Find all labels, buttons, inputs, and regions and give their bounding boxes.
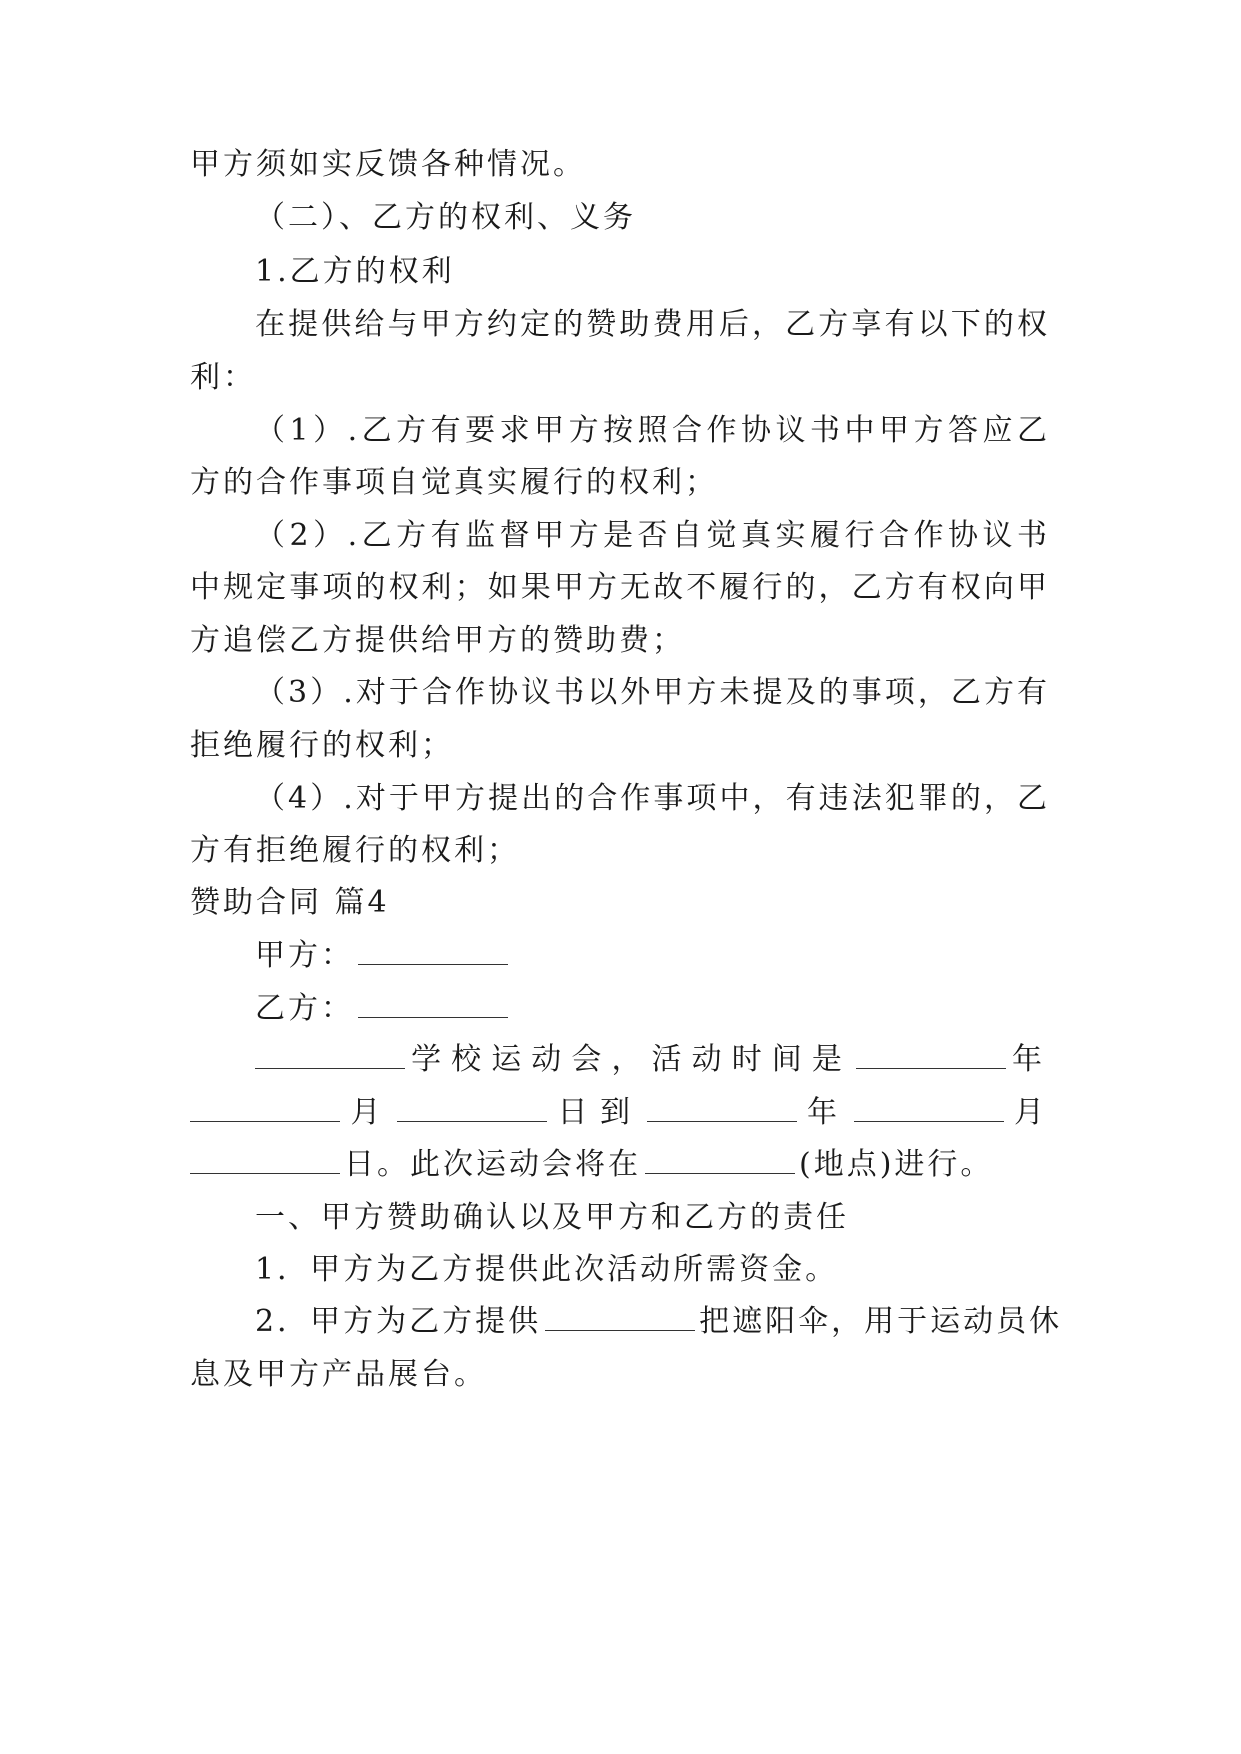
event-line-1	[255, 1040, 1050, 1080]
event-text: 学校运动会，活动时间是	[409, 1042, 852, 1077]
party-b-label: 乙方：	[255, 991, 354, 1026]
party-b-blank[interactable]	[358, 991, 508, 1018]
list-item-2: （2）.乙方有监督甲方是否自觉真实履行合作协议书	[255, 518, 1050, 553]
day-end-text: 日。此次运动会将在	[344, 1147, 641, 1182]
paragraph-line: 方的合作事项自觉真实履行的权利；	[190, 465, 718, 500]
end-month-blank[interactable]	[854, 1095, 1004, 1122]
clause-2-suffix: 把遮阳伞，用于运动员休	[699, 1304, 1063, 1339]
list-item-1: （1）.乙方有要求甲方按照合作协议书中甲方答应乙	[255, 413, 1050, 448]
end-day-blank[interactable]	[190, 1147, 340, 1174]
start-year-blank[interactable]	[856, 1042, 1006, 1069]
party-a-blank[interactable]	[358, 938, 508, 965]
subheading-party-b-rights: 1.乙方的权利	[255, 254, 455, 289]
event-line-2	[190, 1093, 1050, 1133]
paragraph-line: 方有拒绝履行的权利；	[190, 833, 520, 868]
end-year-blank[interactable]	[647, 1095, 797, 1122]
school-name-blank[interactable]	[255, 1042, 405, 1069]
clause-2	[255, 1302, 1063, 1342]
year-label: 年	[800, 1095, 850, 1130]
paragraph-line: 利：	[190, 360, 256, 395]
paragraph-line: 中规定事项的权利；如果甲方无故不履行的，乙方有权向甲	[190, 570, 1050, 605]
paragraph-line: 息及甲方产品展台。	[190, 1357, 487, 1392]
umbrella-count-blank[interactable]	[545, 1304, 695, 1331]
clause-2-prefix: 2．甲方为乙方提供	[255, 1304, 542, 1339]
section-heading-party-b-rights: （二）、乙方的权利、义务	[255, 200, 636, 235]
list-item-4: （4）.对于甲方提出的合作事项中，有违法犯罪的，乙	[255, 781, 1050, 816]
party-b-line	[255, 989, 1050, 1029]
contract-title: 赞助合同 篇4	[190, 885, 390, 920]
paragraph-line: 甲方须如实反馈各种情况。	[190, 147, 586, 182]
event-line-3	[190, 1145, 1050, 1185]
year-label: 年	[1009, 1042, 1051, 1077]
month-label: 月	[1007, 1095, 1050, 1130]
day-to-label: 日到	[551, 1095, 643, 1130]
paragraph-line: 方追偿乙方提供给甲方的赞助费；	[190, 623, 685, 658]
list-item-3: （3）.对于合作协议书以外甲方未提及的事项，乙方有	[255, 675, 1050, 710]
paragraph-line: 在提供给与甲方约定的赞助费用后，乙方享有以下的权	[255, 307, 1050, 342]
clause-1: 1．甲方为乙方提供此次活动所需资金。	[255, 1252, 839, 1287]
place-suffix: (地点)进行。	[799, 1147, 994, 1182]
party-a-line	[255, 936, 1050, 976]
section-one-heading: 一、甲方赞助确认以及甲方和乙方的责任	[255, 1200, 849, 1235]
paragraph-line: 拒绝履行的权利；	[190, 728, 454, 763]
month-label: 月	[344, 1095, 393, 1130]
start-day-blank[interactable]	[397, 1095, 547, 1122]
place-blank[interactable]	[645, 1147, 795, 1174]
party-a-label: 甲方：	[255, 938, 354, 973]
start-month-blank[interactable]	[190, 1095, 340, 1122]
